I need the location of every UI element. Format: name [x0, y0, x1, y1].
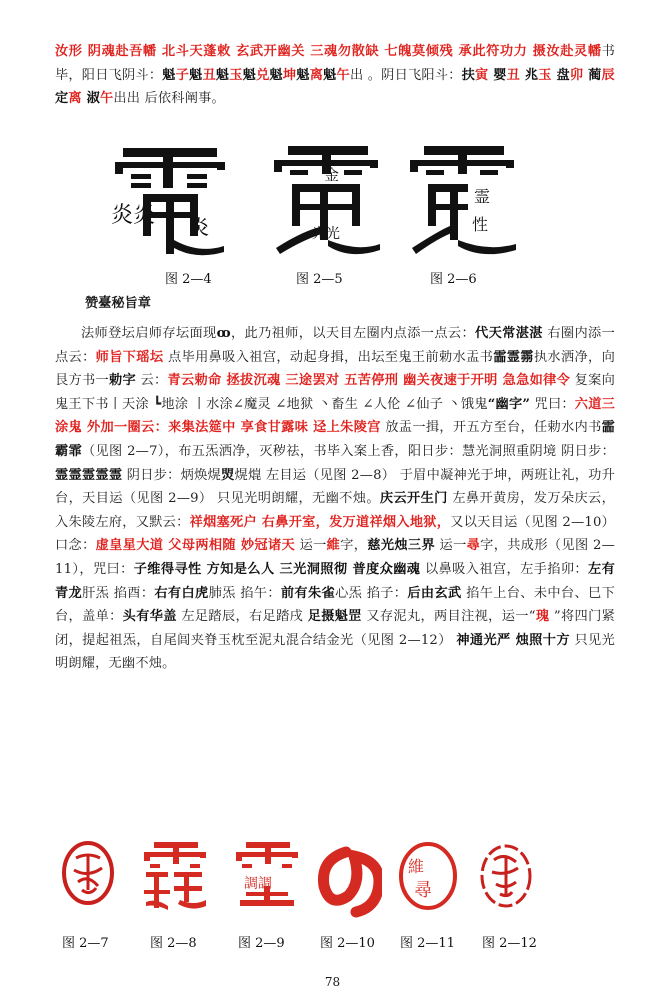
- figure-2-4-caption: 图 2—4: [165, 272, 212, 287]
- body-runs-text: 字，共成形（见图 2—11），咒曰：: [55, 538, 615, 577]
- body-runs-text: 只见光明朗耀，无幽不烛。: [55, 632, 615, 672]
- intro-runs-text: 卯: [569, 67, 584, 83]
- body-runs-text: 心炁 掐子：: [335, 585, 408, 601]
- figure-2-8-caption: 图 2—8: [150, 936, 197, 951]
- body-runs-text: ，此乃祖师，以天目左圈内点添一点云：: [230, 326, 476, 341]
- intro-runs-text: 玉: [229, 67, 243, 83]
- body-runs-text: 法师登坛启师存坛面现: [81, 326, 217, 341]
- intro-runs-text: 盘: [551, 67, 570, 83]
- intro-runs-text: 午: [99, 91, 114, 107]
- intro-runs-text: 离: [68, 91, 82, 107]
- intro-runs-text: 出出 后依科阐事。: [113, 91, 225, 107]
- body-runs-text: 前有朱雀: [280, 585, 336, 601]
- body-runs-text: 維: [326, 538, 341, 554]
- intro-runs-text: 子: [175, 67, 190, 83]
- figure-2-10: [316, 838, 382, 922]
- body-runs-text: 虚皇星大道 父母两相随 妙冠诸天: [95, 538, 296, 554]
- body-runs-text: 执水洒净，向艮方书一: [55, 349, 615, 389]
- body-runs-text: 又以天目运（见图 2—10） 口念：: [55, 514, 616, 554]
- body-runs-text: 神通光严 烛照十方: [456, 632, 570, 648]
- svg-text:調調: 調調: [244, 876, 272, 892]
- figure-2-9: [232, 838, 302, 922]
- intro-runs-text: 汝形 阴魂赴吾幡 北斗天蓬敕 玄武开幽关 三魂勿散缺 七魄莫倾残 承此符功力 摄汝赴灵幡: [55, 44, 602, 59]
- body-runs-text: 字，: [340, 538, 368, 554]
- body-runs-text: 焽: [221, 467, 235, 483]
- figure-2-5: [262, 140, 392, 260]
- svg-text:霊: 霊: [474, 187, 491, 206]
- figure-2-9-caption: 图 2—9: [238, 936, 285, 951]
- body-runs-text: 霝霸霏: [55, 420, 615, 459]
- intro-paragraph: [55, 40, 615, 111]
- figure-2-11: [396, 838, 460, 922]
- body-runs-text: 头有华盖: [122, 609, 177, 625]
- section-heading: 赞臺秘旨章: [85, 296, 151, 311]
- intro-runs-text: 魁: [323, 67, 337, 83]
- body-runs-text: 左有青龙: [55, 561, 616, 601]
- body-runs-text: 霊霊霊霊霊: [55, 467, 123, 483]
- body-runs-text: ”将四门紧闭，提起祖炁，自尾闾夹脊玉枕至泥丸混合结金光（见图 2—12）: [55, 609, 616, 648]
- figure-2-8: [140, 838, 210, 922]
- body-runs-text: 霝霊霛: [493, 349, 534, 365]
- intro-runs-text: 午: [336, 67, 350, 83]
- body-runs-text: 师旨下瑶坛: [95, 349, 164, 365]
- body-runs-text: 瑰: [535, 609, 550, 625]
- intro-runs-text: 辰: [601, 67, 615, 83]
- svg-text:炎: 炎: [189, 215, 209, 239]
- figure-2-7: [60, 838, 116, 912]
- body-runs-text: 云：: [136, 373, 168, 389]
- figure-2-11-caption: 图 2—11: [400, 936, 455, 951]
- body-runs-text: 肝炁 掐酉：: [82, 585, 155, 601]
- intro-runs-text: 魁: [269, 67, 283, 83]
- intro-runs-text: 蔺: [583, 67, 602, 83]
- body-runs-text: 右有白虎: [154, 585, 209, 601]
- intro-runs-text: 兑: [256, 67, 270, 83]
- body-runs-text: 放盂一揖，开五方至台，任勅水内书: [380, 420, 602, 436]
- body-runs-text: 足摄魁罡: [307, 609, 362, 625]
- body-runs-text: 尋: [466, 538, 481, 554]
- intro-runs-text: 魁: [162, 67, 176, 83]
- intro-runs-text: 淑: [81, 91, 100, 107]
- figure-2-12-caption: 图 2—12: [482, 936, 537, 951]
- intro-runs-text: 丑: [506, 67, 521, 83]
- body-runs-text: 左目运（见图 2—8） 于眉中凝神光于坤，两班让礼，功升台，天目运（见图 2—9） 只见光明朗耀，无幽不烛。: [55, 467, 616, 507]
- svg-text:性: 性: [472, 215, 489, 234]
- figure-2-6: [398, 140, 528, 260]
- body-runs-text: 又存泥丸，两目注视，运一“: [361, 609, 536, 625]
- body-runs-text: 运一: [435, 538, 467, 554]
- body-runs-text: 左鼻开黄房，发万朵庆云，入朱陵左府，又默云：: [55, 491, 615, 530]
- body-runs-text: 子维得寻性 方知是么人 三光洞照彻 普度众幽魂: [133, 561, 421, 577]
- body-runs-text: 勅字: [109, 373, 137, 389]
- svg-text:尋: 尋: [414, 880, 432, 901]
- body-runs-text: 掐午上台、未中台、巳下台，盖单：: [55, 585, 615, 625]
- intro-runs-text: 离: [309, 67, 324, 83]
- body-runs-text: 右圈内添一点云：: [55, 326, 615, 365]
- intro-runs-text: 出 。阴日飞阳斗：: [349, 67, 462, 83]
- body-runs-text: 丨天涂 ┗地涂 丨水涂∠魔灵 ∠地狱 丶畜生 ∠人伦 ∠仙子 丶饿鬼: [108, 396, 488, 412]
- figure-2-4-bottom-glyph: 炎炎: [111, 203, 156, 228]
- body-runs-text: “幽字”: [487, 396, 531, 412]
- intro-runs-text: 魁: [215, 67, 230, 83]
- body-runs-text: 六道三涂鬼 外加一圈云：来集法筵中 享食甘露味 迳上朱陵宫: [55, 396, 615, 436]
- intro-runs-text: 寅: [475, 67, 489, 83]
- body-runs-text: 咒曰：: [530, 396, 575, 412]
- svg-text:光光: 光光: [312, 226, 340, 242]
- body-runs-text: 后由玄武: [407, 585, 462, 601]
- body-runs-text: 肺炁 掐午：: [208, 585, 281, 601]
- body-runs-text: 慈光烛三界: [367, 538, 435, 554]
- intro-runs-text: 魁: [296, 67, 310, 83]
- body-runs-text: 以鼻吸入祖宫，左手掐卯：: [420, 561, 589, 577]
- figure-2-5-caption: 图 2—5: [296, 272, 343, 287]
- body-runs-text: 庆云开生门: [379, 491, 448, 507]
- body-runs-text: ꝏ: [216, 326, 231, 341]
- intro-runs-text: 魁: [189, 67, 203, 83]
- figure-2-6-caption: 图 2—6: [430, 272, 477, 287]
- intro-runs-text: 扶: [461, 67, 476, 83]
- intro-runs-text: 坤: [282, 67, 297, 83]
- body-runs-text: 代天常湛湛: [475, 326, 543, 341]
- intro-runs-text: 丑: [202, 67, 216, 83]
- intro-runs-text: 婴: [488, 67, 507, 83]
- body-runs-text: 阴日步：炳焕熀: [122, 467, 222, 483]
- body-runs-text: 熀熴: [234, 467, 262, 483]
- body-runs-text: （见图 2—7），布五炁洒净，灭秽祛，书毕入案上香，阳日步：慧光洞照重阴境 阴日步：: [82, 443, 615, 459]
- body-runs-text: 左足踏辰，右足踏戌: [176, 609, 308, 625]
- body-runs-text: 复案向鬼王下书: [55, 373, 616, 412]
- page-number: 78: [324, 975, 341, 989]
- intro-runs-text: 兆: [520, 67, 539, 83]
- svg-text:維: 維: [408, 857, 425, 876]
- svg-text:金: 金: [324, 166, 340, 184]
- intro-runs-text: 魁: [242, 67, 257, 83]
- figure-2-10-caption: 图 2—10: [320, 936, 375, 951]
- intro-runs-text: 定: [55, 91, 69, 107]
- body-runs-text: 点毕用鼻吸入祖宫，动起身揖，出坛至鬼王前勅水盂书: [163, 349, 494, 365]
- body-runs-text: 祥烟塞死户 右鼻开室，发万道祥烟入地狱，: [189, 514, 451, 530]
- body-paragraph: [55, 322, 615, 676]
- figure-2-4: [105, 140, 235, 260]
- figure-2-7-caption: 图 2—7: [62, 936, 109, 951]
- body-runs-text: 青云勅命 拯拔沉魂 三途罢对 五苦停刑 幽关夜速于开明 急急如律令: [167, 373, 571, 389]
- body-runs-text: 运一: [295, 538, 327, 554]
- intro-runs-text: 玉: [538, 67, 552, 83]
- figure-2-12: [476, 838, 536, 922]
- intro-runs-text: 书毕，阳日飞阴斗：: [55, 44, 615, 83]
